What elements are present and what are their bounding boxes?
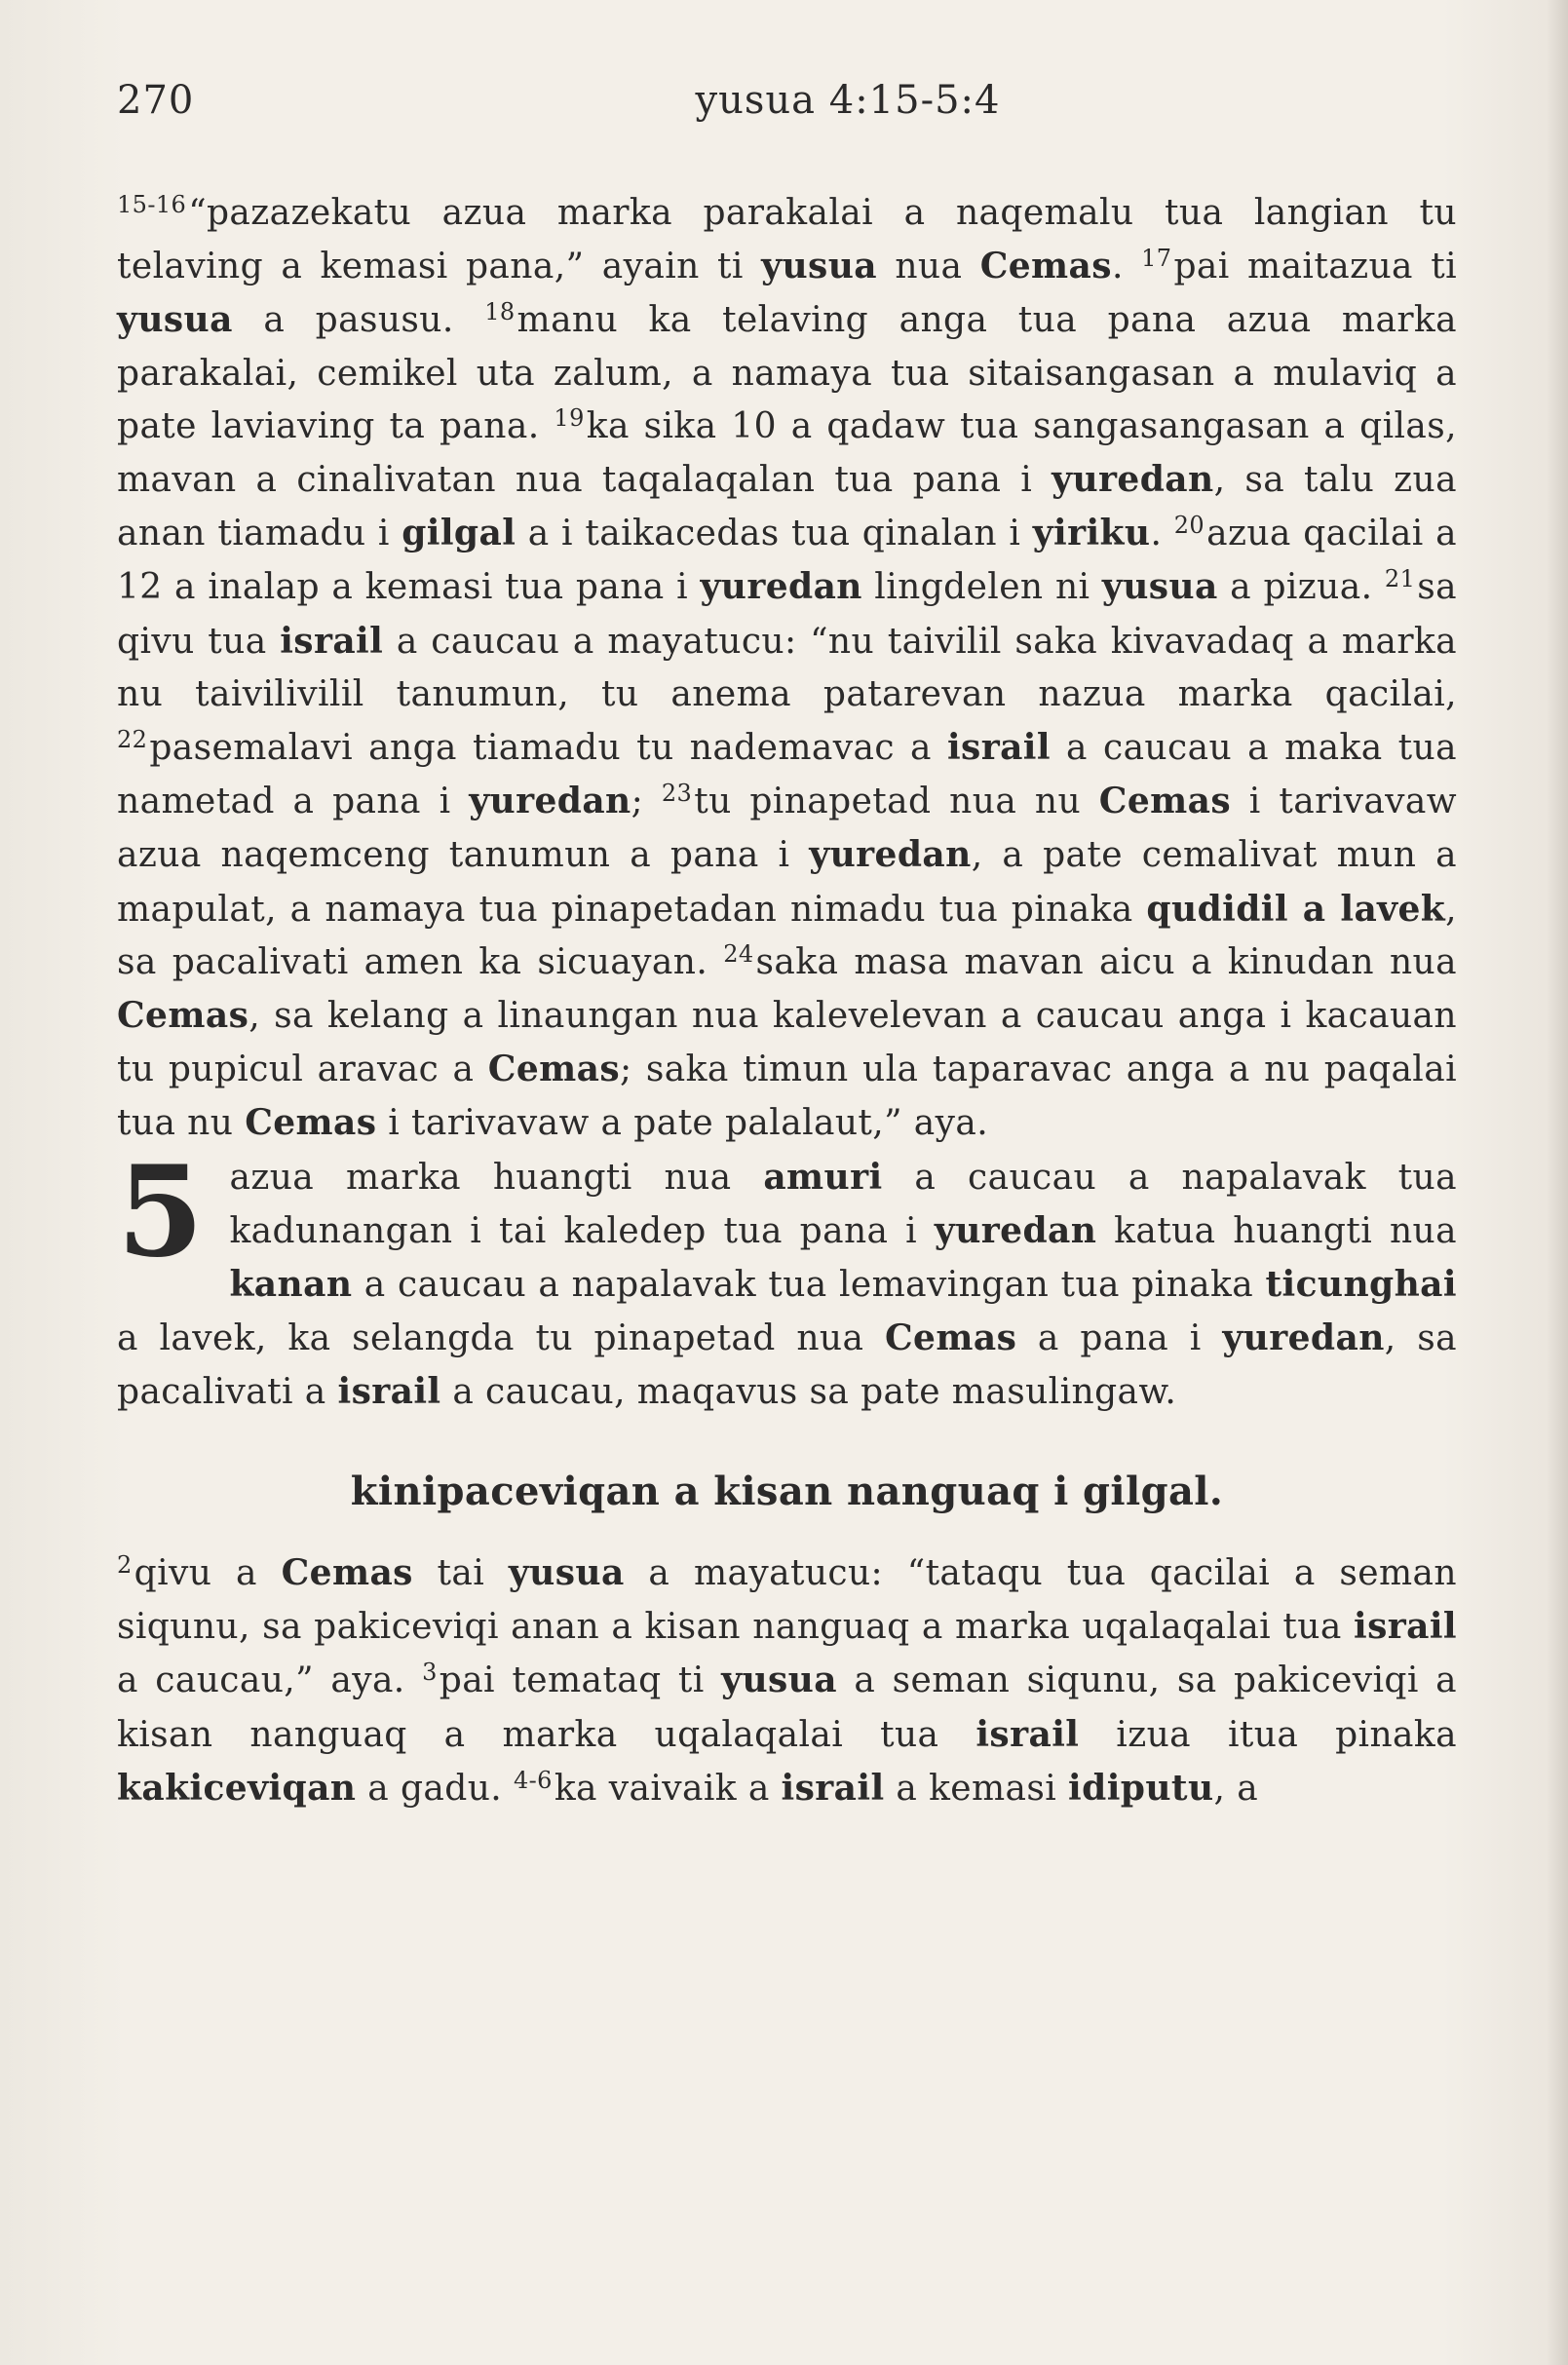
name-bold: idiputu [1068, 1767, 1214, 1809]
name-bold: israil [975, 1713, 1080, 1755]
name-bold: yuredan [700, 566, 862, 608]
verse-text: a caucau a napalavak tua kadunangan i tai kaledep tua pana i [229, 1157, 1457, 1251]
verse-text: ka vaivaik a [554, 1768, 782, 1809]
name-bold: gilgal [402, 513, 516, 554]
verse-number: 19 [554, 403, 585, 432]
verse-text: a pana i [1016, 1318, 1223, 1359]
verse-text: katua huangti nua [1096, 1210, 1457, 1251]
verse-text: ka sika 10 a qadaw tua sangasangasan a qilas, mavan a cinalivatan nua taqalaqalan tua pana i [117, 405, 1458, 501]
verse-text: , sa talu zua anan tiamadu i [117, 460, 1457, 554]
name-bold: amuri [763, 1156, 883, 1198]
verse-text: manu ka telaving anga tua pana azua marka parakalai, cemikel uta zalum, a namaya tua sitaisangasan a mulaviq a pate laviaving ta pana. [117, 300, 1458, 446]
name-bold: yuredan [1222, 1317, 1385, 1359]
name-bold: Cemas [281, 1551, 413, 1593]
verse-number: 18 [484, 298, 516, 326]
name-bold: yuredan [934, 1209, 1097, 1251]
verse-text: pai maitazua ti [1173, 247, 1458, 287]
verse-text: i tarivavaw a pate palalaut,” aya. [376, 1103, 989, 1144]
name-bold: israil [280, 620, 384, 662]
section-heading: kinipaceviqan a kisan nanguaq i gilgal. [350, 1468, 1224, 1514]
name-bold: yusua [117, 299, 233, 341]
verse-text: a seman siqunu, sa pakiceviqi a kisan nanguaq a marka uqalaqalai tua [117, 1660, 1458, 1755]
verse-text: “pazazekatu azua marka parakalai a naqemalu tua langian tu telaving a kemasi pana,” ayain ti [117, 193, 1457, 287]
verse-text: a caucau a maka tua nametad a pana i [117, 728, 1457, 822]
verse-text: a caucau,” aya. [117, 1660, 405, 1701]
name-bold: yuredan [469, 781, 631, 822]
verse-text: pasemalavi anga tiamadu tu nademavac a [149, 728, 947, 769]
name-bold: Cemas [885, 1317, 1017, 1359]
name-bold: kanan [229, 1264, 353, 1306]
name-bold: yiriku [1032, 513, 1151, 554]
verse-text: izua itua pinaka [1079, 1714, 1457, 1755]
verse-text: i tarivavaw azua naqemceng tanumun a pana i [117, 782, 1458, 876]
verse-text: , sa pacalivati amen ka sicuayan. [117, 889, 1457, 982]
chapter-4-paragraph [117, 187, 1457, 1151]
name-bold: israil [946, 727, 1051, 769]
name-bold: Cemas [1098, 781, 1232, 822]
name-bold: yusua [761, 246, 877, 287]
chapter-5-paragraph-2 [117, 1546, 1457, 1815]
page-number: 270 [117, 78, 195, 123]
name-bold: yusua [508, 1551, 625, 1593]
verse-number: 22 [117, 726, 148, 754]
verse-number: 17 [1141, 245, 1172, 273]
verse-text: qivu a [134, 1552, 282, 1593]
chapter-5-paragraph [117, 1138, 1457, 1420]
verse-text: a gadu. [356, 1768, 503, 1809]
verse-text: , a pate cemalivat mun a mapulat, a namaya tua pinapetadan nimadu tua pinaka [117, 835, 1457, 930]
name-bold: yusua [721, 1659, 837, 1701]
name-bold: yuredan [809, 834, 972, 876]
name-bold: israil [337, 1371, 441, 1413]
verse-text: a i taikacedas tua qinalan i [516, 514, 1033, 554]
verse-number: 15-16 [117, 191, 187, 218]
verse-text: lingdelen ni [861, 567, 1102, 608]
verse-number: 24 [723, 939, 754, 968]
verse-text: a caucau a napalavak tua lemavingan tua pinaka [352, 1265, 1266, 1306]
verse-text: saka masa mavan aicu a kinudan nua [755, 941, 1457, 982]
verse-text: azua marka huangti nua [229, 1157, 764, 1198]
name-bold: Cemas [117, 995, 249, 1037]
name-bold: Cemas [245, 1102, 377, 1144]
verse-text: a pizua. [1217, 567, 1373, 608]
scripture-text [117, 187, 1457, 1815]
verse-number: 21 [1384, 565, 1416, 593]
verse-number: 2 [117, 1550, 133, 1579]
verse-text: tai [412, 1552, 509, 1593]
verse-text: , sa pacalivati a [117, 1318, 1457, 1413]
verse-text: . [1150, 514, 1163, 554]
name-bold: kakiceviqan [117, 1767, 357, 1809]
name-bold: qudidil a lavek [1146, 888, 1446, 930]
verse-text: , a [1213, 1768, 1259, 1809]
verse-number: 20 [1173, 512, 1205, 540]
verse-text: a kemasi [884, 1768, 1069, 1809]
verse-text: tu pinapetad nua nu [694, 782, 1099, 822]
verse-text: , sa kelang a linaungan nua kalevelevan a caucau anga i kacauan tu pupicul aravac a [117, 996, 1457, 1090]
page-header [117, 78, 1452, 146]
verse-text: azua qacilai a 12 a inalap a kemasi tua pana i [117, 514, 1457, 608]
verse-text: a caucau a mayatucu: “nu taivilil saka kivavadaq a marka nu taivilivilil tanumun, tu anema patarevan nazua marka qacilai, [117, 621, 1458, 714]
chapter-number: 5 [117, 1138, 205, 1285]
verse-text: a pasusu. [232, 300, 454, 341]
running-head: yusua 4:15-5:4 [695, 78, 1001, 123]
verse-text: pai temataq ti [439, 1660, 722, 1701]
verse-text: sa qivu tua [117, 567, 1457, 662]
verse-number: 3 [422, 1659, 438, 1687]
verse-text: nua [877, 247, 980, 287]
name-bold: israil [781, 1767, 885, 1809]
name-bold: yuredan [1052, 459, 1214, 501]
verse-text: ; [631, 782, 644, 822]
name-bold: Cemas [487, 1049, 621, 1090]
verse-number: 23 [661, 780, 693, 808]
verse-text: ; saka timun ula taparavac anga a nu paqalai tua nu [117, 1049, 1458, 1144]
verse-text: a caucau, maqavus sa pate masulingaw. [440, 1372, 1177, 1413]
verse-text: . [1111, 247, 1124, 287]
verse-text: a lavek, ka selangda tu pinapetad nua [117, 1318, 885, 1359]
name-bold: israil [1354, 1606, 1457, 1648]
verse-text: a mayatucu: “tataqu tua qacilai a seman siqunu, sa pakiceviqi anan a kisan nanguaq a marka uqalaqalai tua [117, 1552, 1458, 1648]
name-bold: yusua [1101, 566, 1218, 608]
name-bold: ticunghai [1265, 1264, 1457, 1306]
name-bold: Cemas [979, 246, 1112, 287]
page-edge-shadow [1547, 0, 1568, 2365]
verse-number: 4-6 [513, 1766, 553, 1794]
